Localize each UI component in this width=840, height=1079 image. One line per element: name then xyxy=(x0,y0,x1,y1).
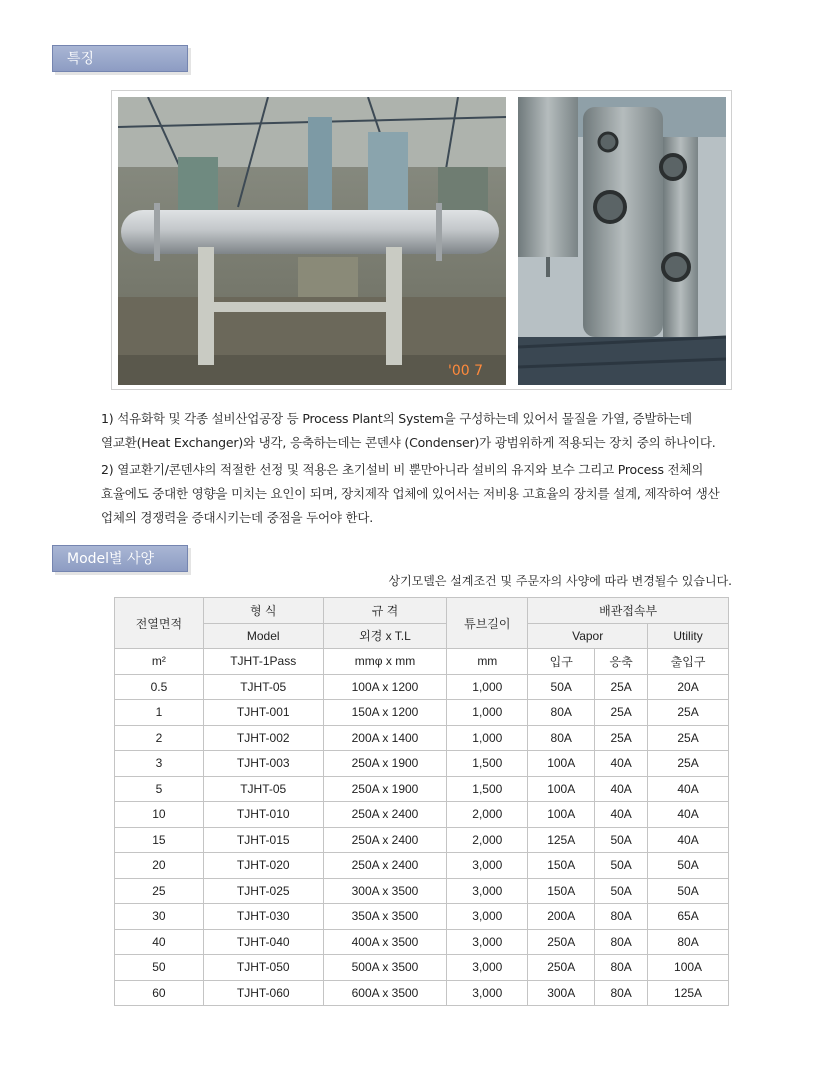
cell-inlet: 300A xyxy=(528,980,595,1006)
cell-model: TJHT-002 xyxy=(203,725,323,751)
cell-area: 3 xyxy=(115,751,204,777)
cell-model: TJHT-001 xyxy=(203,700,323,726)
table-row xyxy=(115,700,729,726)
cell-condensate: 50A xyxy=(595,853,648,879)
cell-utility: 125A xyxy=(648,980,729,1006)
cell-inlet: 80A xyxy=(528,700,595,726)
cell-spec: 350A x 3500 xyxy=(323,904,447,930)
cell-spec: 250A x 1900 xyxy=(323,776,447,802)
cell-condensate: 25A xyxy=(595,674,648,700)
cell-utility: 80A xyxy=(648,929,729,955)
cell-tube: 1,000 xyxy=(447,674,528,700)
cell-utility: 25A xyxy=(648,751,729,777)
paragraph-line: 1) 석유화학 및 각종 설비산업공장 등 Process Plant의 System을 구성하는데 있어서 물질을 가열, 증발하는데 xyxy=(101,411,692,426)
cell-area: 20 xyxy=(115,853,204,879)
cell-spec: 250A x 1900 xyxy=(323,751,447,777)
table-row xyxy=(115,725,729,751)
cell-spec: 250A x 2400 xyxy=(323,827,447,853)
unit-cell: TJHT-1Pass xyxy=(203,649,323,675)
cell-utility: 20A xyxy=(648,674,729,700)
cell-inlet: 50A xyxy=(528,674,595,700)
cell-area: 15 xyxy=(115,827,204,853)
cell-tube: 3,000 xyxy=(447,878,528,904)
cell-condensate: 80A xyxy=(595,955,648,981)
table-row xyxy=(115,904,729,930)
cell-inlet: 125A xyxy=(528,827,595,853)
unit-cell: 응축 xyxy=(595,649,648,675)
cell-tube: 3,000 xyxy=(447,980,528,1006)
cell-tube: 3,000 xyxy=(447,929,528,955)
unit-cell: mm xyxy=(447,649,528,675)
cell-tube: 1,000 xyxy=(447,725,528,751)
table-row xyxy=(115,853,729,879)
photo-frame xyxy=(111,90,732,390)
cell-condensate: 25A xyxy=(595,725,648,751)
cell-model: TJHT-060 xyxy=(203,980,323,1006)
cell-spec: 250A x 2400 xyxy=(323,853,447,879)
condenser-photo xyxy=(518,97,726,385)
header-piping-connection: 배관접속부 xyxy=(528,598,729,624)
table-row xyxy=(115,955,729,981)
cell-utility: 25A xyxy=(648,700,729,726)
cell-utility: 25A xyxy=(648,725,729,751)
cell-spec: 250A x 2400 xyxy=(323,802,447,828)
cell-spec: 150A x 1200 xyxy=(323,700,447,726)
cell-model: TJHT-015 xyxy=(203,827,323,853)
cell-inlet: 250A xyxy=(528,929,595,955)
table-row xyxy=(115,980,729,1006)
spec-change-note: 상기모델은 설계조건 및 주문자의 사양에 따라 변경될수 있습니다. xyxy=(388,574,732,588)
cell-inlet: 150A xyxy=(528,853,595,879)
cell-spec: 300A x 3500 xyxy=(323,878,447,904)
section-title-model-spec: Model별 사양 xyxy=(52,545,188,572)
cell-tube: 1,500 xyxy=(447,751,528,777)
cell-model: TJHT-05 xyxy=(203,776,323,802)
description-paragraph-1 xyxy=(101,407,801,455)
table-row xyxy=(115,929,729,955)
cell-utility: 50A xyxy=(648,878,729,904)
header-vapor: Vapor xyxy=(528,623,648,649)
cell-inlet: 100A xyxy=(528,751,595,777)
cell-area: 1 xyxy=(115,700,204,726)
cell-area: 40 xyxy=(115,929,204,955)
cell-inlet: 100A xyxy=(528,802,595,828)
cell-inlet: 200A xyxy=(528,904,595,930)
cell-area: 30 xyxy=(115,904,204,930)
paragraph-line: 열교환(Heat Exchanger)와 냉각, 응축하는데는 콘덴샤 (Condenser)가 광범위하게 적용되는 장치 중의 하나이다. xyxy=(101,435,716,450)
unit-cell: mmφ x mm xyxy=(323,649,447,675)
section-title-features: 특징 xyxy=(52,45,188,72)
cell-area: 2 xyxy=(115,725,204,751)
header-utility: Utility xyxy=(648,623,729,649)
cell-area: 5 xyxy=(115,776,204,802)
cell-model: TJHT-040 xyxy=(203,929,323,955)
paragraph-line: 효율에도 중대한 영향을 미치는 요인이 되며, 장치제작 업체에 있어서는 저비용 고효율의 장치를 설계, 제작하여 생산 xyxy=(101,486,720,501)
cell-model: TJHT-020 xyxy=(203,853,323,879)
cell-tube: 3,000 xyxy=(447,904,528,930)
cell-spec: 400A x 3500 xyxy=(323,929,447,955)
header-od-tl: 외경 x T.L xyxy=(323,623,447,649)
cell-utility: 40A xyxy=(648,827,729,853)
units-row xyxy=(115,649,729,675)
cell-model: TJHT-030 xyxy=(203,904,323,930)
cell-condensate: 80A xyxy=(595,929,648,955)
table-row xyxy=(115,751,729,777)
table-row xyxy=(115,674,729,700)
heat-exchanger-photo xyxy=(118,97,506,385)
cell-condensate: 40A xyxy=(595,751,648,777)
cell-area: 60 xyxy=(115,980,204,1006)
cell-tube: 2,000 xyxy=(447,802,528,828)
cell-tube: 1,500 xyxy=(447,776,528,802)
header-type: 형 식 xyxy=(203,598,323,624)
table-row xyxy=(115,878,729,904)
cell-area: 50 xyxy=(115,955,204,981)
cell-condensate: 40A xyxy=(595,802,648,828)
unit-cell: m² xyxy=(115,649,204,675)
table-row xyxy=(115,776,729,802)
cell-condensate: 25A xyxy=(595,700,648,726)
cell-utility: 65A xyxy=(648,904,729,930)
table-row xyxy=(115,827,729,853)
cell-utility: 50A xyxy=(648,853,729,879)
description-paragraph-2 xyxy=(101,458,801,530)
cell-inlet: 100A xyxy=(528,776,595,802)
cell-tube: 2,000 xyxy=(447,827,528,853)
photo-date-stamp: '00 7 xyxy=(448,363,484,379)
cell-spec: 100A x 1200 xyxy=(323,674,447,700)
cell-tube: 3,000 xyxy=(447,955,528,981)
unit-cell: 출입구 xyxy=(648,649,729,675)
unit-cell: 입구 xyxy=(528,649,595,675)
paragraph-line: 업체의 경쟁력을 증대시키는데 중점을 두어야 한다. xyxy=(101,510,374,525)
cell-model: TJHT-025 xyxy=(203,878,323,904)
cell-utility: 100A xyxy=(648,955,729,981)
table-row xyxy=(115,802,729,828)
cell-area: 25 xyxy=(115,878,204,904)
cell-tube: 3,000 xyxy=(447,853,528,879)
cell-utility: 40A xyxy=(648,802,729,828)
paragraph-line: 2) 열교환기/콘덴샤의 적절한 선정 및 적용은 초기설비 비 뿐만아니라 설비의 유지와 보수 그리고 Process 전체의 xyxy=(101,462,704,477)
cell-tube: 1,000 xyxy=(447,700,528,726)
header-tube-length: 튜브길이 xyxy=(447,598,528,649)
cell-utility: 40A xyxy=(648,776,729,802)
cell-spec: 600A x 3500 xyxy=(323,980,447,1006)
cell-inlet: 150A xyxy=(528,878,595,904)
cell-model: TJHT-003 xyxy=(203,751,323,777)
header-heat-area: 전열면적 xyxy=(115,598,204,649)
cell-spec: 200A x 1400 xyxy=(323,725,447,751)
cell-area: 0.5 xyxy=(115,674,204,700)
header-spec: 규 격 xyxy=(323,598,447,624)
header-model: Model xyxy=(203,623,323,649)
cell-model: TJHT-050 xyxy=(203,955,323,981)
cell-condensate: 50A xyxy=(595,827,648,853)
cell-condensate: 50A xyxy=(595,878,648,904)
cell-condensate: 80A xyxy=(595,904,648,930)
cell-model: TJHT-010 xyxy=(203,802,323,828)
cell-area: 10 xyxy=(115,802,204,828)
cell-condensate: 80A xyxy=(595,980,648,1006)
cell-spec: 500A x 3500 xyxy=(323,955,447,981)
cell-condensate: 40A xyxy=(595,776,648,802)
cell-inlet: 250A xyxy=(528,955,595,981)
model-spec-table xyxy=(114,597,729,1006)
cell-model: TJHT-05 xyxy=(203,674,323,700)
cell-inlet: 80A xyxy=(528,725,595,751)
